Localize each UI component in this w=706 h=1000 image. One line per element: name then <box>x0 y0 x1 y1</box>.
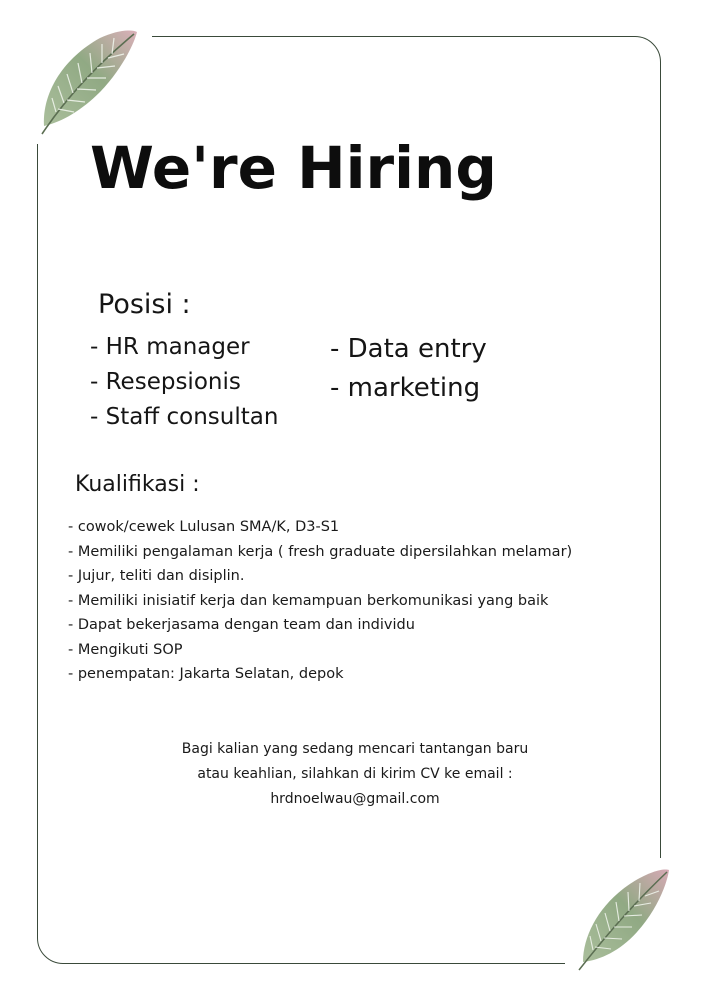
leaf-top-icon <box>22 14 152 144</box>
kualifikasi-item: - cowok/cewek Lulusan SMA/K, D3-S1 <box>68 519 340 535</box>
contact-line-2: atau keahlian, silahkan di kirim CV ke email : <box>197 766 513 782</box>
page-title: We're Hiring <box>90 134 497 202</box>
contact-line-1: Bagi kalian yang sedang mencari tantangan baru <box>181 741 529 757</box>
kualifikasi-item: - Dapat bekerjasama dengan team dan individu <box>68 617 415 633</box>
contact-block <box>100 737 610 812</box>
kualifikasi-heading: Kualifikasi : <box>75 472 200 497</box>
kualifikasi-item: - Jujur, teliti dan disiplin. <box>68 568 245 584</box>
posisi-item-resepsionis: - Resepsionis <box>90 369 241 395</box>
posisi-item-staff-consultan: - Staff consultan <box>90 404 279 430</box>
kualifikasi-item: - penempatan: Jakarta Selatan, depok <box>68 666 344 682</box>
posisi-item-hr-manager: - HR manager <box>90 334 250 360</box>
kualifikasi-item: - Memiliki inisiatif kerja dan kemampuan berkomunikasi yang baik <box>68 592 549 609</box>
posisi-list-right <box>330 330 487 408</box>
leaf-bottom-icon <box>565 858 685 978</box>
kualifikasi-item: - Memiliki pengalaman kerja ( fresh graduate dipersilahkan melamar) <box>68 543 573 560</box>
contact-email: hrdnoelwau@gmail.com <box>270 791 440 807</box>
posisi-heading: Posisi : <box>98 289 191 320</box>
posisi-list-left <box>90 330 278 435</box>
kualifikasi-list <box>68 515 572 687</box>
posisi-item-marketing: - marketing <box>330 373 481 403</box>
posisi-item-data-entry: - Data entry <box>330 334 487 364</box>
kualifikasi-item: - Mengikuti SOP <box>68 641 183 658</box>
